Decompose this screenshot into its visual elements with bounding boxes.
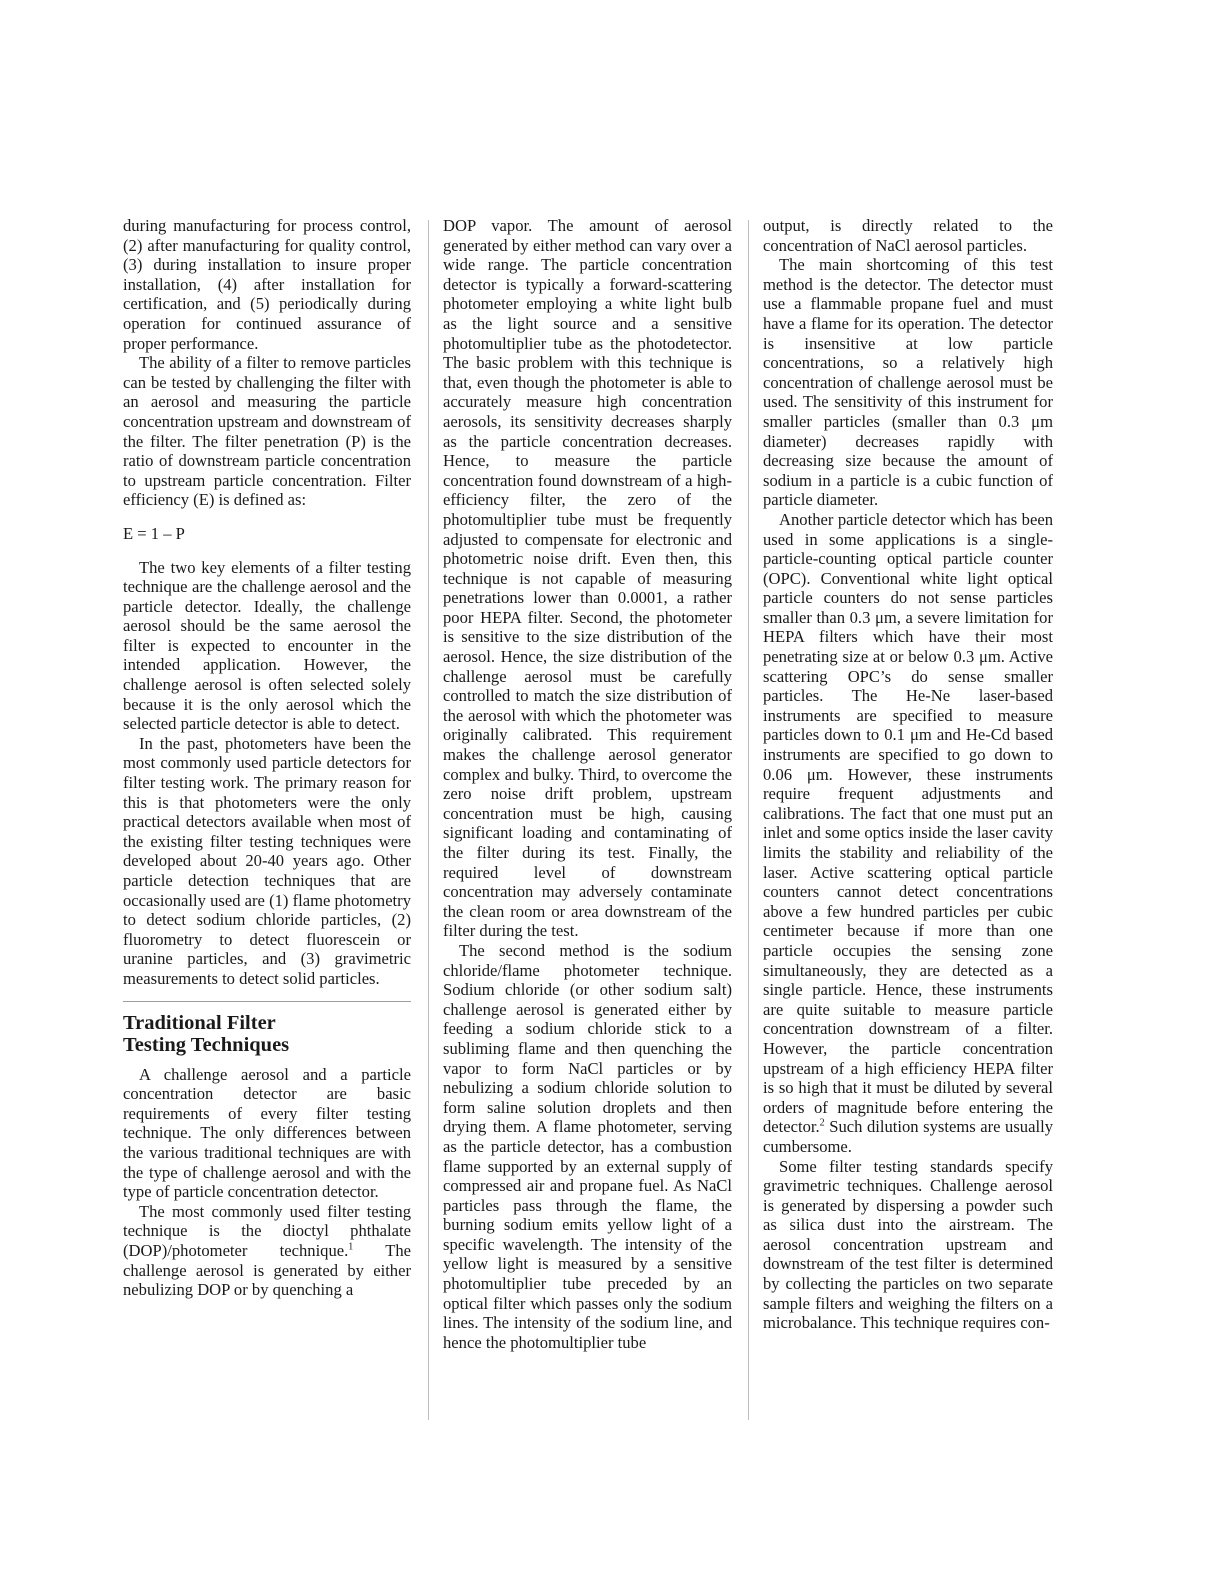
column-divider [428,220,429,1420]
paragraph: The main shortcoming of this test method is the detector. The detector must use a flammable propane fuel and must have a flame for its operation. The detector is insensitive at low particle concentrations, so a relatively high concentration of challenge aerosol must be used. The sensitivity of this instrument for smaller particles (smaller than 0.3 μm diameter) decreases rapidly with decreasing size because the amount of sodium in a particle is a cubic function of particle diameter. [763,255,1053,510]
section-heading-line: Testing Techniques [123,1033,290,1056]
footnote-reference: 1 [348,1241,354,1253]
paragraph: DOP vapor. The amount of aerosol generated by either method can vary over a wide range. The particle concentration detector is typically a forward-scattering photometer employing a white light bulb as the light source and a sensitive photomultiplier tube as the photodetector. The basic problem with this technique is that, even though the photometer is able to accurately measure high concentration aerosols, its sensitivity decreases sharply as the particle concentration decreases. Hence, to measure the particle concentration found downstream of a high-efficiency filter, the zero of the photomultiplier tube must be frequently adjusted to compensate for electronic and photometric noise drift. Even then, this technique is not capable of measuring penetrations lower than 0.0001, a rather poor HEPA filter. Second, the photometer is sensitive to the size distribution of the aerosol. Hence, the size distribution of the challenge aerosol must be carefully controlled to match the size distribution of the aerosol with which the photometer was originally calibrated. This requirement makes the challenge aerosol generator complex and bulky. Third, to overcome the zero noise drift problem, upstream concentration must be high, causing significant loading and contaminating of the filter during its test. Finally, the required level of downstream concentration may adversely contaminate the clean room or area downstream of the filter during the test. [443,216,732,941]
paragraph: A challenge aerosol and a particle concentration detector are basic requirements of every filter testing technique. The only differences between the various traditional techniques are with the type of challenge aerosol and with the type of particle concentration detector. [123,1064,411,1202]
paragraph: The two key elements of a filter testing technique are the challenge aerosol and the particle detector. Ideally, the challenge aerosol should be the same aerosol the filter is expected to encounter in the intended application. However, the challenge aerosol is often selected solely because it is the only aerosol which the selected particle detector is able to detect. [123,557,411,734]
paragraph: In the past, photometers have been the most commonly used particle detectors for filter testing work. The primary reason for this is that photometers were the only practical detectors available when most of the existing filter testing techniques were developed about 20-40 years ago. Other particle detection techniques that are occasionally used are (1) flame photometry to detect sodium chloride particles, (2) fluorometry to detect fluorescein or uranine particles, and (3) gravimetric measurements to detect solid particles. [123,733,411,988]
text-column-2 [443,216,732,1352]
footnote-reference: 2 [819,1117,825,1129]
paragraph [763,510,1053,1157]
paragraph-text: The most commonly used filter testing technique is the dioctyl phthalate (DOP)/photometer technique. [123,1201,411,1260]
paragraph-text: The challenge aerosol is generated by either nebulizing DOP or by quenching a [123,1240,411,1300]
paragraph: Some filter testing standards specify gravimetric techniques. Challenge aerosol is generated by dispersing a powder such as silica dust into the airstream. The aerosol concentration upstream and downstream of the test filter is determined by collecting the particles on two separate sample filters and weighing the filters on a microbalance. This technique requires con- [763,1156,1053,1333]
column-divider [748,220,749,1420]
section-heading [123,1012,411,1056]
paragraph: output, is directly related to the concentration of NaCl aerosol particles. [763,216,1053,255]
paragraph [123,1202,411,1300]
paragraph: The ability of a filter to remove particles can be tested by challenging the filter with an aerosol and measuring the particle concentration upstream and downstream of the filter. The filter penetration (P) is the ratio of downstream particle concentration to upstream particle concentration. Filter efficiency (E) is defined as: [123,353,411,510]
paragraph-text: Another particle detector which has been used in some applications is a single-particle-counting optical particle counter (OPC). Conventional white light optical particle counters do not sense particles smaller than 0.3 μm, a severe limitation for HEPA filters which have their most penetrating size at or below 0.3 μm. Active scattering OPC’s do sense smaller particles. The He-Ne laser-based instruments are specified to measure particles down to 0.1 μm and He-Cd based instruments are specified to go down to 0.06 μm. However, these instruments require frequent adjustments and calibrations. The fact that one must put an inlet and some optics inside the laser cavity limits the stability and reliability of the laser. Active scattering optical particle counters cannot detect concentrations above a few hundred particles per cubic centimeter because if more than one particle occupies the sensing zone simultaneously, they are detected as a single particle. Hence, these instruments are quite suitable to measure particle concentration downstream of a filter. However, the particle concentration upstream of a high efficiency HEPA filter is so high that it must be diluted by several orders of magnitude before entering the detector. [763,509,1053,1137]
section-heading-line: Traditional Filter [123,1011,276,1034]
efficiency-equation: E = 1 – P [123,523,185,543]
paragraph-text: Such dilution systems are usually cumbersome. [763,1117,1053,1156]
text-column-3 [763,216,1053,1333]
section-separator [123,1001,411,1002]
text-column-1 [123,216,411,1300]
paragraph: The second method is the sodium chloride/flame photometer technique. Sodium chloride (or other sodium salt) challenge aerosol is generated either by feeding a sodium chloride stick to a subliming flame and then quenching the vapor to form NaCl particles or by nebulizing a sodium chloride solution to form saline solution droplets and then drying them. A flame photometer, serving as the particle detector, has a combustion flame supported by an external supply of compressed air and propane fuel. As NaCl particles pass through the flame, the burning sodium emits yellow light of a specific wavelength. The intensity of the yellow light is measured by a sensitive photomultiplier tube preceded by an optical filter which passes only the sodium lines. The intensity of the sodium line, and hence the photomultiplier tube [443,940,732,1352]
paragraph: during manufacturing for process control, (2) after manufacturing for quality control, (3) during installation to insure proper installation, (4) after installation for certification, and (5) periodically during operation for continued assurance of proper performance. [123,216,411,353]
